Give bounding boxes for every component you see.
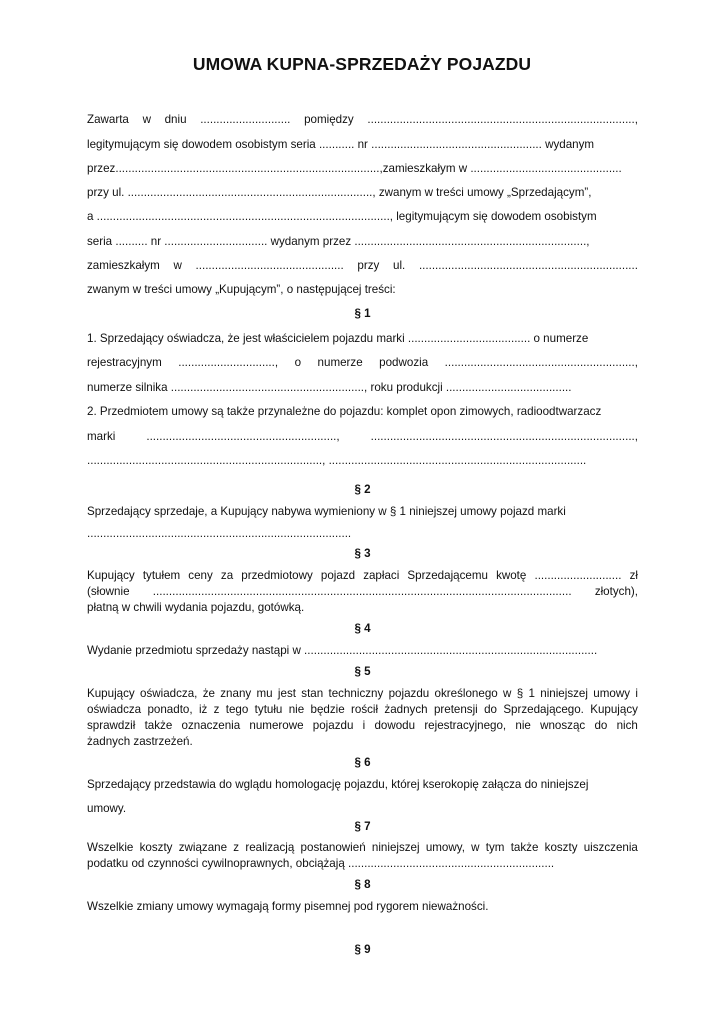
intro-line-5 xyxy=(87,209,638,224)
text-segment: Wszelkie xyxy=(87,841,134,854)
text-segment: stan xyxy=(301,687,324,700)
text-segment: określonego xyxy=(434,687,498,700)
section-4-line-1 xyxy=(87,643,638,658)
text-segment: Sprzedający sprzedaje, a Kupujący nabywa wymieniony w § 1 niniejszej umowy pojazd marki xyxy=(87,505,566,518)
intro-line-2 xyxy=(87,137,638,152)
intro-line-4 xyxy=(87,185,638,200)
text-segment: o xyxy=(294,356,302,369)
text-segment: tym xyxy=(485,841,505,854)
text-segment: rejestracyjnego, xyxy=(424,719,507,732)
text-segment: nie xyxy=(288,703,305,716)
intro-line-3 xyxy=(87,161,638,176)
text-segment: rejestracyjnym xyxy=(87,356,162,369)
text-segment: ponadto, xyxy=(147,703,193,716)
text-segment: nie xyxy=(515,719,531,732)
text-segment: wnosząc xyxy=(540,719,586,732)
text-segment: .................................................................................. xyxy=(87,527,352,540)
text-segment: koszty xyxy=(139,841,173,854)
text-segment: zapłaci xyxy=(363,569,400,582)
text-segment: ............................ xyxy=(200,113,291,126)
text-segment: przy ul. ............................................................................, zwanym w treści umowy „Sprzedającym”, xyxy=(87,186,592,199)
section-1-line-4 xyxy=(87,404,638,419)
text-segment: tytułem xyxy=(142,569,181,582)
text-segment: Wydanie przedmiotu sprzedaży nastąpi w ........................................................................................... xyxy=(87,644,598,657)
text-segment: za xyxy=(220,569,234,582)
text-segment: w xyxy=(173,259,182,272)
section-7-heading: § 7 xyxy=(354,820,371,833)
intro-line-6 xyxy=(87,234,638,249)
section-6-line-2 xyxy=(87,801,638,816)
text-segment: żadnych xyxy=(384,703,428,716)
text-segment: .................................................................................................................................. xyxy=(152,585,572,598)
text-segment: realizacją xyxy=(245,841,295,854)
text-segment: numerze xyxy=(317,356,363,369)
text-segment: ........................... xyxy=(534,569,622,582)
section-6-line-1 xyxy=(87,777,638,792)
text-segment: marki xyxy=(87,430,116,443)
text-segment: ..........................................................., xyxy=(146,430,340,443)
text-segment: żadnych zastrzeżeń. xyxy=(87,735,193,748)
text-segment: 2. Przedmiotem umowy są także przynależne do pojazdu: komplet opon zimowych, radioodtwarzacz xyxy=(87,405,602,418)
section-3-line-3 xyxy=(87,600,638,615)
section-1-line-6 xyxy=(87,453,638,468)
text-segment: (słownie xyxy=(87,585,130,598)
text-segment: do xyxy=(594,719,608,732)
text-segment: pomiędzy xyxy=(304,113,354,126)
section-9-heading: § 9 xyxy=(354,943,371,956)
section-1-line-1 xyxy=(87,331,638,346)
text-segment: pojazdu xyxy=(312,719,354,732)
text-segment: nich xyxy=(616,719,638,732)
text-segment: zł xyxy=(629,569,638,582)
text-segment: Kupujący xyxy=(590,703,638,716)
section-1-line-3 xyxy=(87,380,638,395)
text-segment: numerze silnika ............................................................, roku produkcji ....................................... xyxy=(87,381,572,394)
text-segment: pretensji xyxy=(433,703,478,716)
section-7-line-1 xyxy=(87,840,638,855)
text-segment: w xyxy=(142,113,151,126)
text-segment: Kupujący xyxy=(87,569,135,582)
text-segment: także xyxy=(144,719,173,732)
text-segment: jest xyxy=(277,687,296,700)
text-segment: przez..................................................................................,zamieszkałym w ............................................... xyxy=(87,162,622,175)
text-segment: § xyxy=(516,687,524,700)
text-segment: niniejszej xyxy=(371,841,420,854)
text-segment: umowy xyxy=(593,687,630,700)
text-segment: ..................................................................................., xyxy=(367,113,638,126)
text-segment: ceny xyxy=(188,569,213,582)
text-segment: także xyxy=(510,841,539,854)
intro-line-7 xyxy=(87,258,638,273)
text-segment: numerowe xyxy=(249,719,304,732)
text-segment: tytułu xyxy=(254,703,283,716)
text-segment: uiszczenia xyxy=(583,841,638,854)
section-8-heading: § 8 xyxy=(354,878,371,891)
text-segment: ..........................................................., xyxy=(444,356,638,369)
text-segment: zamieszkałym xyxy=(87,259,160,272)
section-5-line-4 xyxy=(87,734,638,749)
section-5-line-2 xyxy=(87,702,638,717)
text-segment: dowodu xyxy=(374,719,416,732)
section-2-line-1 xyxy=(87,504,638,519)
text-segment: związane xyxy=(178,841,228,854)
text-segment: dniu xyxy=(164,113,187,126)
section-5-line-1 xyxy=(87,686,638,701)
section-1-line-5 xyxy=(87,429,638,444)
text-segment: .................................................................................., xyxy=(370,430,638,443)
text-segment: z xyxy=(213,703,220,716)
text-segment: przedmiotowy xyxy=(241,569,313,582)
text-segment: rościł xyxy=(351,703,379,716)
section-1-heading: § 1 xyxy=(354,307,371,320)
text-segment: 1 xyxy=(528,687,535,700)
text-segment: pojazd xyxy=(320,569,356,582)
text-segment: podwozia xyxy=(379,356,429,369)
text-segment: z xyxy=(233,841,240,854)
text-segment: do xyxy=(484,703,497,716)
text-segment: tego xyxy=(225,703,249,716)
intro-line-1 xyxy=(87,112,638,127)
text-segment: .............................................. xyxy=(195,259,344,272)
text-segment: znany xyxy=(220,687,252,700)
section-8-line-1 xyxy=(87,899,638,914)
text-segment: pojazdu xyxy=(388,687,430,700)
text-segment: w xyxy=(503,687,512,700)
text-segment: przy xyxy=(357,259,380,272)
section-3-heading: § 3 xyxy=(354,547,371,560)
section-3-line-1 xyxy=(87,568,638,583)
text-segment: Kupujący xyxy=(87,687,135,700)
section-2-line-2 xyxy=(87,526,638,541)
text-segment: Sprzedającego. xyxy=(503,703,584,716)
text-segment: koszty xyxy=(544,841,578,854)
text-segment: umowy, xyxy=(425,841,465,854)
document-title: UMOWA KUPNA-SPRZEDAŻY POJAZDU xyxy=(192,54,532,74)
text-segment: seria .......... nr ................................ wydanym przez ........................................................................, xyxy=(87,235,590,248)
text-segment: umowy. xyxy=(87,802,127,815)
text-segment: Sprzedającemu xyxy=(407,569,488,582)
text-segment: legitymującym się dowodem osobistym seria ........... nr ..................................................... wydanym xyxy=(87,138,595,151)
text-segment: podatku od czynności cywilnoprawnych, obciążają ................................................................ xyxy=(87,857,555,870)
section-5-heading: § 5 xyxy=(354,665,371,678)
text-segment: ........................................................................., ................................................................................ xyxy=(87,454,587,467)
text-segment: i xyxy=(362,719,366,732)
section-3-line-2 xyxy=(87,584,638,599)
text-segment: oświadcza, xyxy=(140,687,198,700)
text-segment: .................................................................... xyxy=(418,259,638,272)
text-segment: zwanym w treści umowy „Kupującym”, o następującej treści: xyxy=(87,283,396,296)
section-5-line-3 xyxy=(87,718,638,733)
text-segment: .............................., xyxy=(178,356,279,369)
section-7-line-2 xyxy=(87,856,638,871)
text-segment: oznaczenia xyxy=(181,719,241,732)
text-segment: kwotę xyxy=(496,569,527,582)
text-segment: w xyxy=(471,841,480,854)
text-segment: a ..........................................................................................., legitymującym się dowodem osobistym xyxy=(87,210,597,223)
text-segment: będzie xyxy=(310,703,345,716)
text-segment: iż xyxy=(198,703,208,716)
section-1-line-2 xyxy=(87,355,638,370)
text-segment: postanowień xyxy=(300,841,366,854)
text-segment: złotych), xyxy=(594,585,638,598)
text-segment: sprawdził xyxy=(87,719,136,732)
text-segment: Zawarta xyxy=(87,113,129,126)
section-6-heading: § 6 xyxy=(354,756,371,769)
text-segment: techniczny xyxy=(328,687,384,700)
intro-line-8 xyxy=(87,282,638,297)
text-segment: mu xyxy=(256,687,273,700)
text-segment: oświadcza xyxy=(87,703,142,716)
text-segment: i xyxy=(635,687,638,700)
text-segment: ul. xyxy=(393,259,406,272)
text-segment: Sprzedający przedstawia do wglądu homologację pojazdu, której kserokopię załącza do niniejszej xyxy=(87,778,589,791)
text-segment: 1. Sprzedający oświadcza, że jest właścicielem pojazdu marki ...................................... o numerze xyxy=(87,332,589,345)
section-2-heading: § 2 xyxy=(354,483,371,496)
text-segment: płatną w chwili wydania pojazdu, gotówką. xyxy=(87,601,305,614)
text-segment: że xyxy=(202,687,215,700)
section-4-heading: § 4 xyxy=(354,622,371,635)
text-segment: niniejszej xyxy=(540,687,588,700)
text-segment: Wszelkie zmiany umowy wymagają formy pisemnej pod rygorem nieważności. xyxy=(87,900,489,913)
